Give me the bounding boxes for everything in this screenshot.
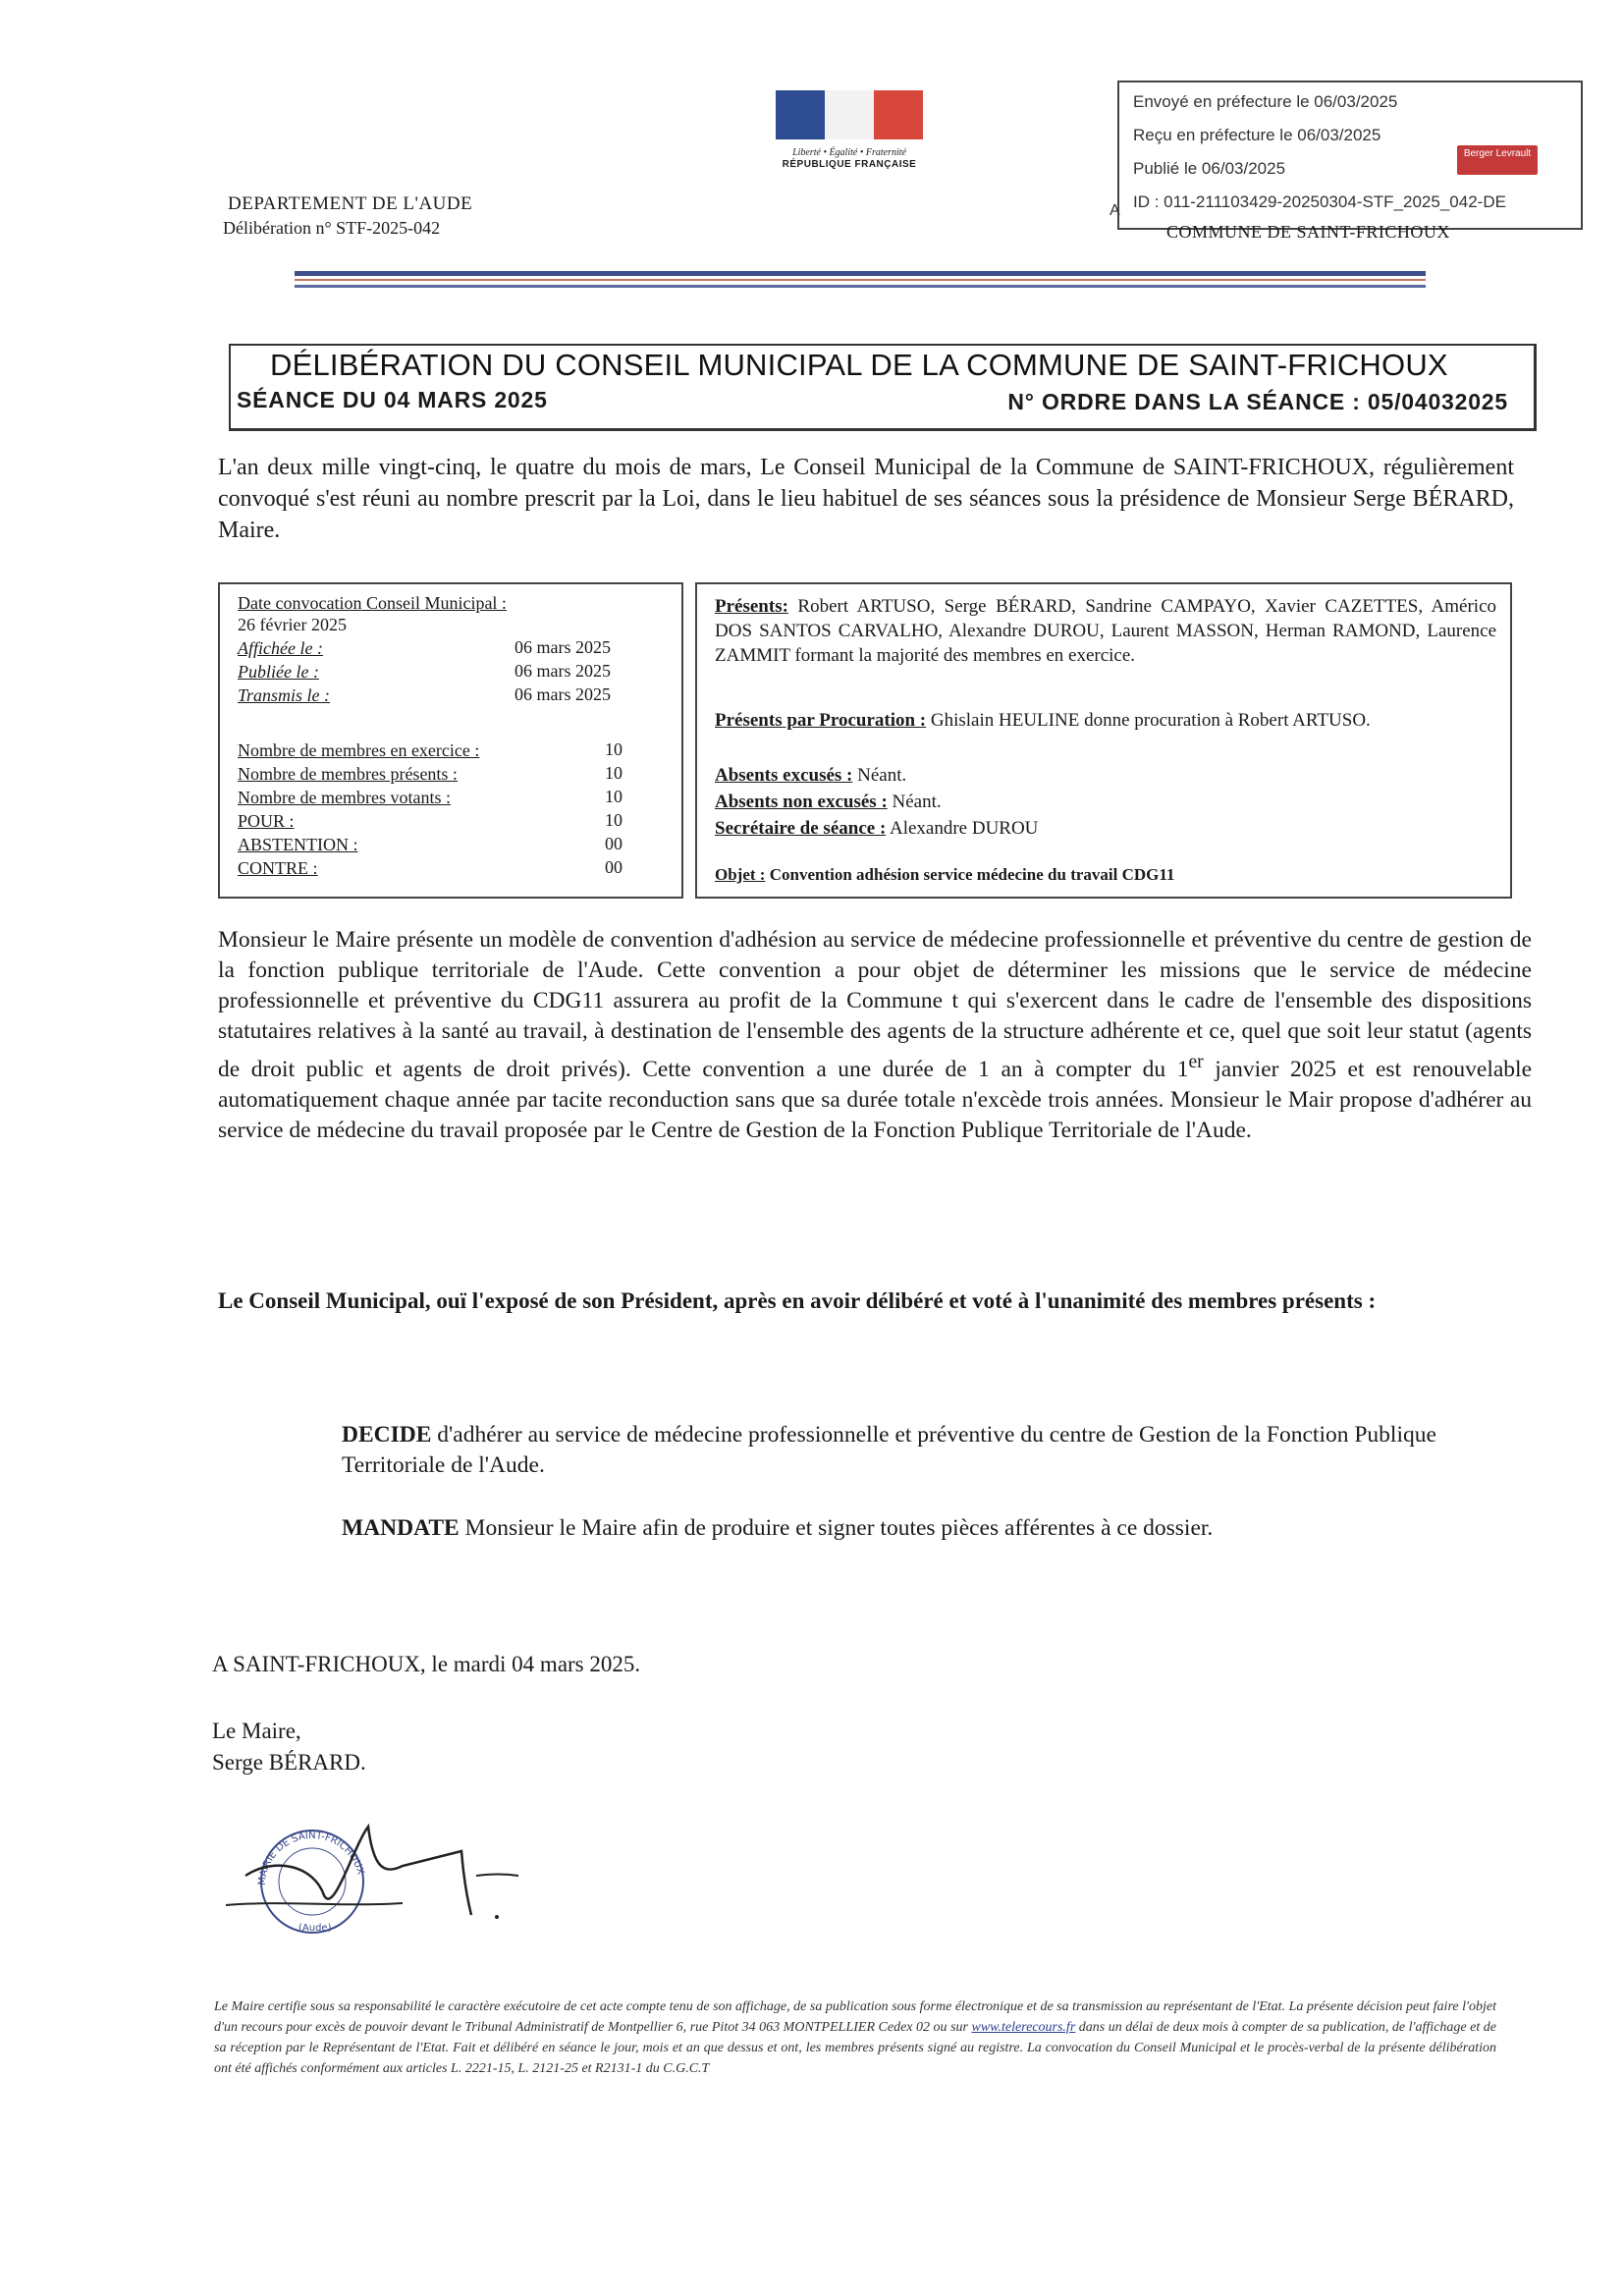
secretaire-text: Alexandre DUROU	[889, 818, 1039, 839]
procuration-label: Présents par Procuration :	[715, 710, 927, 731]
objet-label: Objet :	[715, 865, 766, 884]
transmis-label: Transmis le :	[238, 685, 331, 705]
telerecours-link[interactable]: www.telerecours.fr	[971, 2020, 1076, 2035]
excuses-text: Néant.	[857, 765, 907, 786]
stamp-received: Reçu en préfecture le 06/03/2025	[1133, 126, 1381, 144]
ordre-number: N° ORDRE DANS LA SÉANCE : 05/04032025	[1007, 389, 1508, 414]
pour-label: POUR :	[238, 811, 295, 831]
non-excuses-block	[715, 790, 1496, 814]
marianne-flag-icon	[776, 90, 923, 139]
stamp-id: ID : 011-211103429-20250304-STF_2025_042-DE	[1133, 192, 1506, 211]
berger-levrault-badge: Berger Levrault	[1457, 145, 1538, 175]
republique-francaise-logo	[766, 90, 933, 189]
abstention-label: ABSTENTION :	[238, 835, 358, 854]
seal-bottom-text: (Aude)	[298, 1923, 332, 1934]
presents-label: Présents:	[715, 596, 788, 617]
mandate-paragraph	[342, 1513, 1530, 1544]
procuration-text: Ghislain HEULINE donne procuration à Robert ARTUSO.	[930, 710, 1371, 731]
publiee-label: Publiée le :	[238, 662, 319, 682]
procuration-block	[715, 708, 1496, 733]
document-title: DÉLIBÉRATION DU CONSEIL MUNICIPAL DE LA COMMUNE DE SAINT-FRICHOUX	[270, 348, 1448, 382]
deliberation-number: Délibération n° STF-2025-042	[223, 218, 441, 238]
expose-paragraph	[218, 925, 1532, 1146]
commune-header: COMMUNE DE SAINT-FRICHOUX	[1166, 222, 1450, 242]
seance-date: SÉANCE DU 04 MARS 2025	[237, 387, 548, 412]
legal-footer	[214, 1996, 1496, 2079]
transmis-date: 06 mars 2025	[514, 684, 611, 704]
decide-text: d'adhérer au service de médecine professionnelle et préventive du centre de Gestion de la Fonction Publique Territoriale de l'Aude.	[342, 1422, 1436, 1478]
presents-count-label: Nombre de membres présents :	[238, 764, 458, 784]
maire-title: Le Maire,	[212, 1719, 301, 1743]
non-excuses-text: Néant.	[892, 792, 942, 812]
excuses-label: Absents excusés :	[715, 765, 853, 786]
stamp-marker: A	[1110, 202, 1120, 219]
presents-count-value: 10	[605, 763, 623, 783]
header-rule-red	[295, 279, 1426, 281]
affichee-label: Affichée le :	[238, 638, 323, 658]
department-label: DEPARTEMENT DE L'AUDE	[228, 193, 473, 214]
header-rule-blue-thin	[295, 285, 1426, 288]
secretaire-block	[715, 816, 1496, 841]
logo-name: RÉPUBLIQUE FRANÇAISE	[782, 159, 917, 170]
stamp-sent: Envoyé en préfecture le 06/03/2025	[1133, 92, 1398, 111]
maire-name: Serge BÉRARD.	[212, 1750, 366, 1775]
decide-paragraph	[342, 1420, 1530, 1481]
convocation-label: Date convocation Conseil Municipal :	[238, 593, 507, 613]
conseil-statement: Le Conseil Municipal, ouï l'exposé de son Président, après en avoir délibéré et voté à l'unanimité des membres présents :	[218, 1288, 1377, 1313]
objet-block	[715, 862, 1496, 887]
presence-box	[695, 582, 1512, 899]
presents-block	[715, 594, 1496, 668]
publiee-date: 06 mars 2025	[514, 661, 611, 681]
expose-text-a: Monsieur le Maire présente un modèle de convention d'adhésion au service de médecine professionnelle et préventive du centre de gestion de la fonction publique territoriale de l'Aude. Cette convention a pour objet de déterminer les missions que le service de médecine professionnelle et préventive du CDG11 assurera au profit de la Commune t qui s'exercent dans le cadre de l'ensemble des dispositions statutaires relatives à la santé au travail, à destination de l'ensemble des agents de la structure adhérente et ce, quel que soit leur statut (agents de droit public et agents de droit privés). Cette convention a une durée de 1 an à compter du 1	[218, 927, 1532, 1082]
mandate-text: Monsieur le Maire afin de produire et signer toutes pièces afférentes à ce dossier.	[459, 1515, 1214, 1541]
prefecture-stamp	[1110, 81, 1583, 230]
place-date: A SAINT-FRICHOUX, le mardi 04 mars 2025.	[212, 1652, 641, 1676]
signature-dot	[495, 1915, 499, 1919]
secretaire-label: Secrétaire de séance :	[715, 818, 887, 839]
votants-value: 10	[605, 787, 623, 806]
objet-text: Convention adhésion service médecine du travail CDG11	[769, 865, 1175, 884]
mayor-seal-and-signature	[206, 1807, 530, 1935]
contre-label: CONTRE :	[238, 858, 318, 878]
mandate-label: MANDATE	[342, 1515, 460, 1541]
exercice-value: 10	[605, 739, 623, 759]
vote-info-box	[218, 582, 683, 899]
title-box	[229, 344, 1537, 431]
affichee-date: 06 mars 2025	[514, 637, 611, 657]
expose-text-b: janvier 2025 et est renouvelable automatiquement chaque année par tacite reconduction sans que sa durée totale n'excède trois années. Monsieur le Mair propose d'adhérer au service de médecine du travail proposée par le Centre de Gestion de la Fonction Publique Territoriale de l'Aude.	[218, 1056, 1532, 1143]
header-rule-blue	[295, 271, 1426, 276]
contre-value: 00	[605, 857, 623, 877]
seal-arc-text: MAIRIE DE SAINT-FRICHOUX	[256, 1830, 366, 1886]
footer-text-b: dans un délai de deux mois à compter de sa publication, de l'affichage et de sa réception par le Représentant de l'Etat. Fait et délibéré en séance le jour, mois et an que dessus et ont, les membres présents signé au registre. La convocation du Conseil Municipal et le procès-verbal de la présente délibération ont été affichés conformément aux articles L. 2221-15, L. 2121-25 et R2131-1 du C.G.C.T	[214, 2020, 1496, 2076]
abstention-value: 00	[605, 834, 623, 853]
stamp-published: Publié le 06/03/2025	[1133, 159, 1286, 178]
intro-paragraph: L'an deux mille vingt-cinq, le quatre du mois de mars, Le Conseil Municipal de la Commune de SAINT-FRICHOUX, régulièrement convoqué s'est réuni au nombre prescrit par la Loi, dans le lieu habituel de ses séances sous la présidence de Monsieur Serge BÉRARD, Maire.	[218, 455, 1514, 543]
pour-value: 10	[605, 810, 623, 830]
non-excuses-label: Absents non excusés :	[715, 792, 888, 812]
exercice-label: Nombre de membres en exercice :	[238, 740, 480, 760]
presents-text: Robert ARTUSO, Serge BÉRARD, Sandrine CAMPAYO, Xavier CAZETTES, Américo DOS SANTOS CARVALHO, Alexandre DUROU, Laurent MASSON, Herman RAMOND, Laurence ZAMMIT formant la majorité des membres en exercice.	[715, 596, 1497, 666]
expose-superscript: er	[1188, 1052, 1204, 1072]
votants-label: Nombre de membres votants :	[238, 788, 451, 807]
signature-stroke-3	[476, 1875, 518, 1877]
excuses-block	[715, 763, 1496, 788]
footer-text-a: Le Maire certifie sous sa responsabilité le caractère exécutoire de cet acte compte tenu de son affichage, de sa publication sous forme électronique et de sa transmission au représentant de l'Etat. La présente décision peut faire l'objet d'un recours pour excès de pouvoir devant le Tribunal Administratif de Montpellier 6, rue Pitot 34 063 MONTPELLIER Cedex 02 ou sur	[214, 1999, 1496, 2035]
signature-stroke-1	[226, 1903, 403, 1905]
logo-motto: Liberté • Égalité • Fraternité	[792, 147, 906, 158]
decide-label: DECIDE	[342, 1422, 432, 1448]
convocation-date: 26 février 2025	[238, 615, 347, 634]
